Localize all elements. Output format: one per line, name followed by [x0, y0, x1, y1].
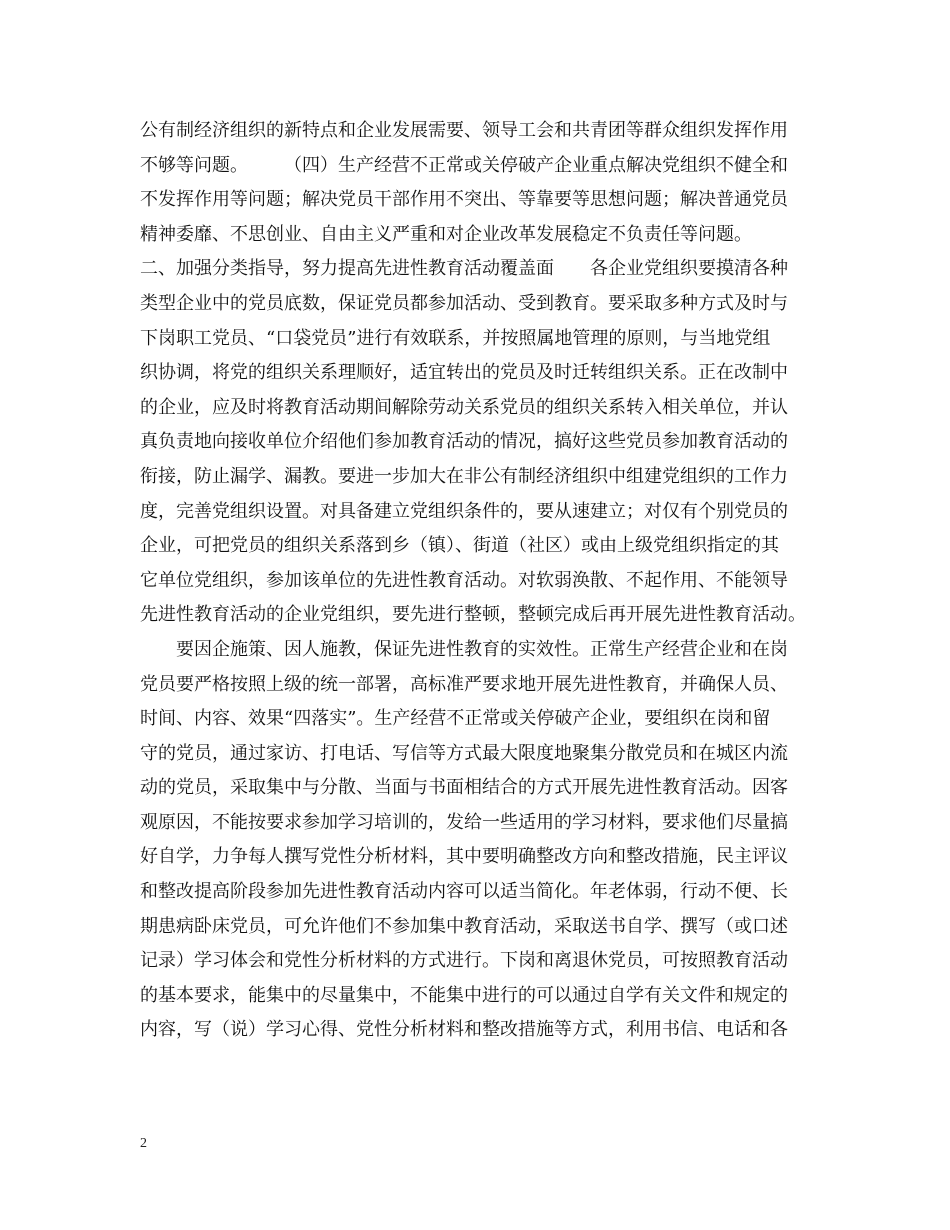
text-line: 的企业，应及时将教育活动期间解除劳动关系党员的组织关系转入相关单位，并认: [140, 396, 788, 418]
text-line: 观原因，不能按要求参加学习培训的，发给一些适用的学习材料，要求他们尽量搞: [140, 811, 788, 833]
text-line: 它单位党组织，参加该单位的先进性教育活动。对软弱涣散、不起作用、不能领导: [140, 569, 788, 591]
text-line: 衔接，防止漏学、漏教。要进一步加大在非公有制经济组织中组建党组织的工作力: [140, 465, 788, 487]
text-line: 不够等问题。 （四）生产经营不正常或关停破产企业重点解决党组织不健全和: [140, 154, 788, 176]
page-number: 2: [140, 1136, 147, 1151]
text-line: 类型企业中的党员底数，保证党员都参加活动、受到教育。要采取多种方式及时与: [140, 292, 788, 314]
text-line: 公有制经济组织的新特点和企业发展需要、领导工会和共青团等群众组织发挥作用: [140, 120, 788, 141]
text-line: 要因企施策、因人施教，保证先进性教育的实效性。正常生产经营企业和在岗: [140, 638, 788, 660]
text-line: 二、加强分类指导，努力提高先进性教育活动覆盖面 各企业党组织要摸清各种: [140, 258, 788, 280]
text-line: 的基本要求，能集中的尽量集中，不能集中进行的可以通过自学有关文件和规定的: [140, 984, 788, 1006]
text-line: 内容，写（说）学习心得、党性分析材料和整改措施等方式，利用书信、电话和各: [140, 1019, 788, 1041]
text-line: 期患病卧床党员，可允许他们不参加集中教育活动，采取送书自学、撰写（或口述: [140, 915, 788, 937]
text-line: 时间、内容、效果“四落实”。生产经营不正常或关停破产企业，要组织在岗和留: [140, 708, 771, 730]
text-line: 精神委靡、不思创业、自由主义严重和对企业改革发展稳定不负责任等问题。: [140, 223, 752, 245]
text-line: 记录）学习体会和党性分析材料的方式进行。下岗和离退休党员，可按照教育活动: [140, 950, 788, 972]
text-line: 下岗职工党员、“口袋党员”进行有效联系，并按照属地管理的原则，与当地党组: [140, 327, 771, 349]
text-line: 动的党员，采取集中与分散、当面与书面相结合的方式开展先进性教育活动。因客: [140, 777, 788, 799]
text-line: 守的党员，通过家访、打电话、写信等方式最大限度地聚集分散党员和在城区内流: [140, 742, 788, 764]
text-line: 和整改提高阶段参加先进性教育活动内容可以适当简化。年老体弱，行动不便、长: [140, 881, 788, 903]
text-line: 企业，可把党员的组织关系落到乡（镇）、街道（社区）或由上级党组织指定的其: [140, 535, 779, 557]
text-line: 不发挥作用等问题；解决党员干部作用不突出、等靠要等思想问题；解决普通党员: [140, 189, 788, 211]
text-line: 织协调，将党的组织关系理顺好，适宜转出的党员及时迁转组织关系。正在改制中: [140, 362, 788, 384]
text-line: 先进性教育活动的企业党组织，要先进行整顿，整顿完成后再开展先进性教育活动。: [140, 604, 806, 626]
text-line: 真负责地向接收单位介绍他们参加教育活动的情况，搞好这些党员参加教育活动的: [140, 431, 788, 453]
text-line: 党员要严格按照上级的统一部署，高标准严要求地开展先进性教育，并确保人员、: [140, 673, 788, 695]
text-line: 度，完善党组织设置。对具备建立党组织条件的，要从速建立；对仅有个别党员的: [140, 500, 788, 522]
text-line: 好自学，力争每人撰写党性分析材料，其中要明确整改方向和整改措施，民主评议: [140, 846, 788, 868]
body-text: [140, 114, 820, 1048]
